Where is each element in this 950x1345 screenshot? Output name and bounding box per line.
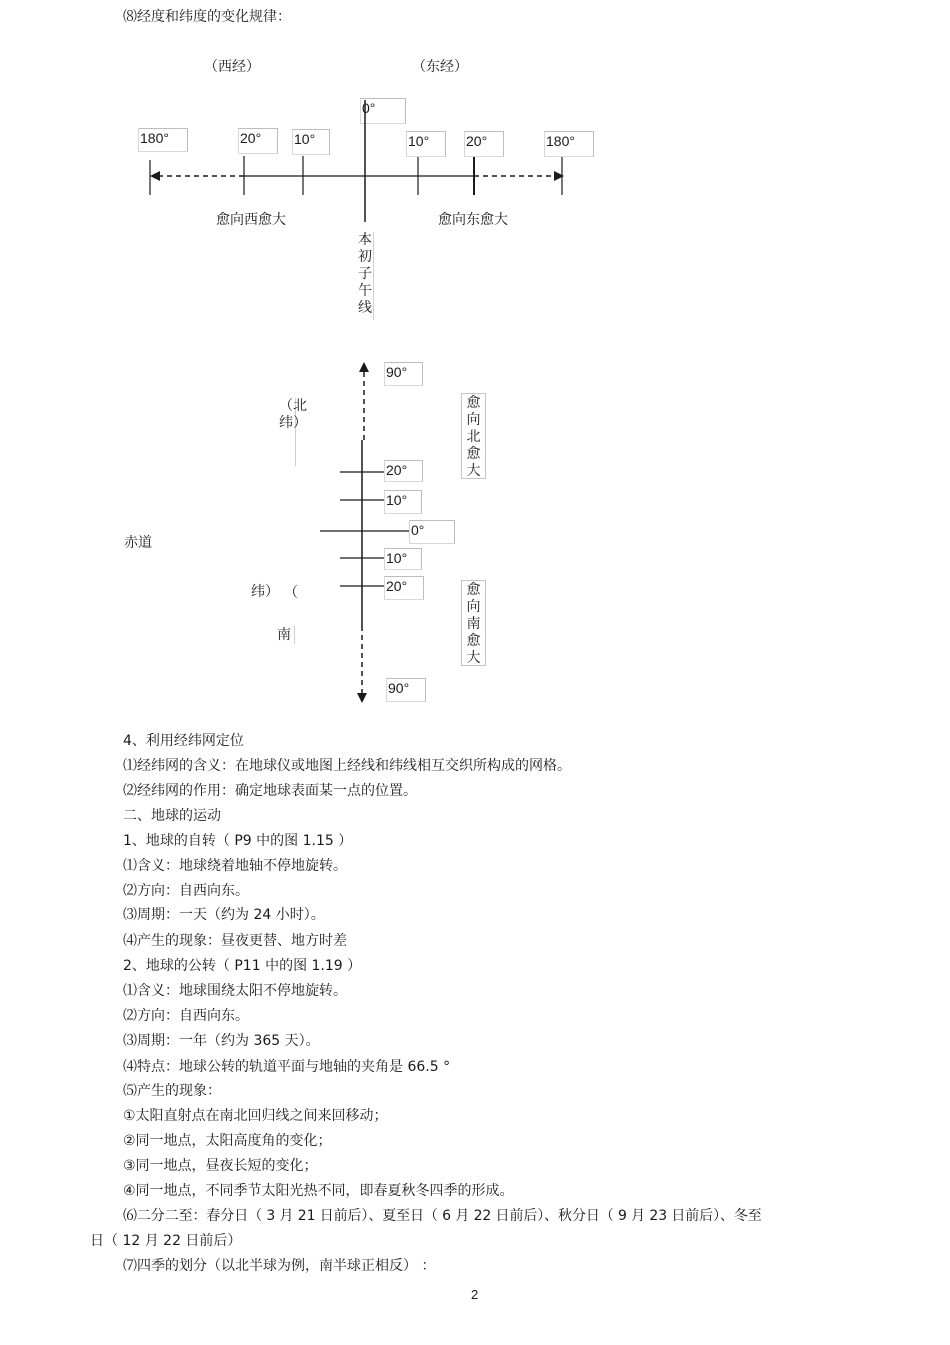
text-line-10: 2、地球的公转（ P11 中的图 1.19 ） [123, 958, 362, 974]
equator-label: 赤道 [124, 535, 152, 551]
north-latitude-label: （北纬） [279, 398, 296, 466]
west-longitude-label: （西经） [204, 59, 260, 75]
text-line-11: ⑴含义：地球围绕太阳不停地旋转。 [123, 983, 347, 999]
east-longitude-label: （东经） [412, 59, 468, 75]
text-line-4: 二、地球的运动 [123, 808, 221, 824]
text-line-1: 4、利用经纬网定位 [123, 733, 244, 749]
north-growth-label: 愈向北愈大 [461, 393, 486, 479]
text-line-21: 日（ 12 月 22 日前后） [90, 1233, 242, 1249]
lon-tick-e10: 10° [406, 131, 446, 157]
lat-arrow-up [359, 362, 369, 372]
prime-meridian-label: 本初子午线 [357, 232, 374, 320]
section-heading: ⑻经度和纬度的变化规律： [123, 9, 291, 25]
south-latitude-label-b: （ [284, 585, 298, 601]
text-line-18: ③同一地点，昼夜长短的变化； [123, 1158, 318, 1174]
text-line-20: ⑹二分二至：春分日（ 3 月 21 日前后）、夏至日（ 6 月 22 日前后）、秋分日（ 9 月 23 日前后）、冬至 [123, 1208, 762, 1224]
text-line-6: ⑴含义：地球绕着地轴不停地旋转。 [123, 858, 347, 874]
west-growth-label: 愈向西愈大 [216, 212, 286, 228]
page-number: 2 [471, 1287, 479, 1302]
lon-tick-e180: 180° [544, 131, 594, 157]
text-line-22: ⑺四季的划分（以北半球为例，南半球正相反） ： [123, 1258, 436, 1274]
lon-tick-w10: 10° [292, 129, 330, 155]
lat-arrow-down [357, 693, 367, 703]
lat-tick-s90: 90° [386, 678, 426, 702]
lat-tick-n20: 20° [384, 460, 423, 482]
text-line-16: ①太阳直射点在南北回归线之间来回移动； [123, 1108, 388, 1124]
text-line-13: ⑶周期：一年（约为 365 天）。 [123, 1033, 320, 1049]
south-latitude-label-a: 纬） [251, 584, 279, 600]
lat-tick-n10: 10° [384, 490, 422, 514]
text-line-19: ④同一地点，不同季节太阳光热不同，即春夏秋冬四季的形成。 [123, 1183, 514, 1199]
text-line-14: ⑷特点：地球公转的轨道平面与地轴的夹角是 66.5 ° [123, 1059, 451, 1075]
text-line-9: ⑷产生的现象：昼夜更替、地方时差 [123, 933, 347, 949]
lon-tick-w20: 20° [238, 128, 278, 154]
text-line-12: ⑵方向：自西向东。 [123, 1008, 249, 1024]
text-line-15: ⑸产生的现象： [123, 1083, 221, 1099]
text-line-7: ⑵方向：自西向东。 [123, 883, 249, 899]
south-growth-label: 愈向南愈大 [461, 580, 486, 666]
lon-tick-e20: 20° [464, 131, 504, 157]
lon-tick-0: 0° [360, 98, 406, 124]
text-line-3: ⑵经纬网的作用：确定地球表面某一点的位置。 [123, 783, 417, 799]
text-line-5: 1、地球的自转（ P9 中的图 1.15 ） [123, 833, 353, 849]
lat-tick-n90: 90° [384, 362, 423, 386]
lat-tick-s20: 20° [384, 576, 424, 600]
lon-tick-w180: 180° [138, 128, 188, 152]
lon-arrow-left [150, 171, 160, 181]
lat-tick-s10: 10° [384, 548, 422, 570]
text-line-17: ②同一地点，太阳高度角的变化； [123, 1133, 332, 1149]
east-growth-label: 愈向东愈大 [438, 212, 508, 228]
text-line-2: ⑴经纬网的含义：在地球仪或地图上经线和纬线相互交织所构成的网格。 [123, 758, 571, 774]
lat-tick-0: 0° [409, 520, 455, 544]
text-line-8: ⑶周期：一天（约为 24 小时）。 [123, 907, 325, 923]
south-latitude-label-c: 南 [277, 626, 295, 644]
